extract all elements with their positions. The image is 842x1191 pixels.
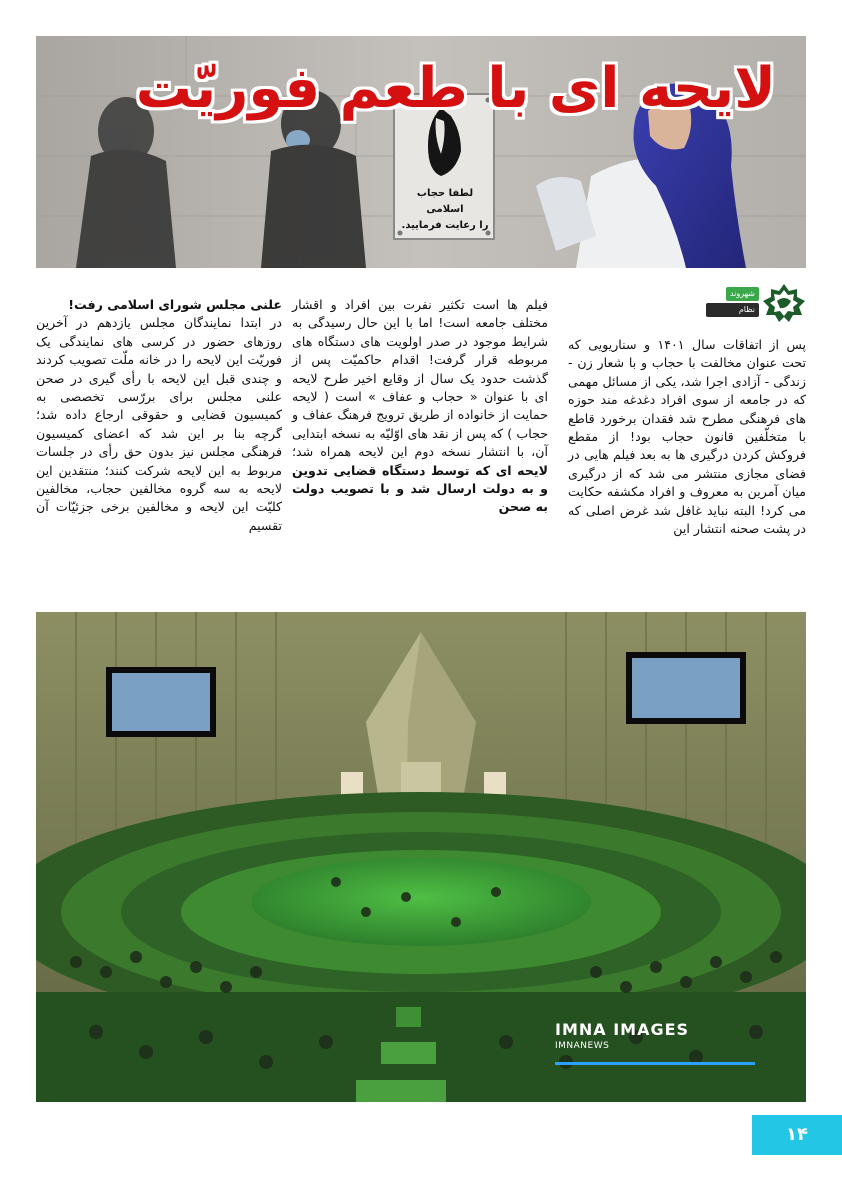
column-3-heading: علنی مجلس شورای اسلامی رفت! [68, 297, 282, 312]
hero-image [36, 36, 806, 268]
parliament-illustration [36, 612, 806, 1102]
article-column-2 [292, 296, 548, 517]
watermark-site: IMNANEWS [555, 1041, 610, 1051]
sign-text [397, 186, 493, 234]
photo-watermark [555, 1020, 689, 1051]
column-1-text: پس از اتفاقات سال ۱۴۰۱ و سناریویی که تحت عنوان مخالفت با حجاب و با شعار زن - زندگی - آزادی اجرا شد، یکی از مسائل مهمی که در جامعه از سوی افراد دغدغه مند حوزه های فرهنگی مطرح شد فقدان برخورد قاطع با متخلّفین قانون حجاب بود! از مقطع فروکش کردن درگیری ها به بعد فیلم هایی در فضای مجازی منتشر می شد که از درگیری میان آمرین به معروف و افراد مکشفه حکایت می کرد! البته نباید غافل شد غرض اصلی که در پشت صحنه انتشار این [568, 337, 807, 537]
badge-label-bottom: نظام اطلاعات ۹۸ [706, 303, 759, 317]
hero-title: لایحه ای با طعم فوریّت [135, 56, 776, 121]
section-badge [706, 283, 806, 328]
badge-label-top: شهروند [726, 287, 759, 301]
sign-line-2: را رعایت فرمایید. [401, 220, 489, 231]
article-column-1 [568, 336, 806, 538]
column-2-bold-text: لایحه ای که توسط دستگاه قضایی تدوین و به دولت ارسال شد و با تصویب دولت به صحن [292, 462, 548, 515]
column-2-text: فیلم ها است تکثیر نفرت بین افراد و اقشار مختلف جامعه است! اما با این حال رسیدگی به شرایط موجود در صدر اولویت های دستگاه های مربوطه قرار گرفت! اقدام حاکمیّت پس از گذشت حدود یک سال از وقایع اخیر طرح لایحه ای با عنوان « حجاب و عفاف » است ( لایحه حمایت از خانواده از طریق ترویج فرهنگ عفاف و حجاب ) که پس از نقد های اوّلیّه به نسخه ابتدایی آن، با انتشار نسخه دوم این لایحه همراه شد؛ [292, 297, 548, 460]
sign-line-1: لطفا حجاب اسلامی [416, 188, 474, 215]
article-column-3 [36, 296, 282, 535]
watermark-underline [555, 1062, 755, 1065]
magazine-logo-icon [762, 283, 806, 323]
parliament-photo [36, 612, 806, 1102]
page-number: ۱۴ [752, 1115, 842, 1155]
column-3-text: در ابتدا نمایندگان مجلس یازدهم در آخرین روزهای حضور در کرسی های نمایندگی یک فوریّت این لایحه را در خانه ملّت تصویب کردند و چندی قبل این لایحه با رأی گیری در صحن علنی مجلس برای بررّسی تخصصی به کمیسیون قضایی و حقوقی ارجاع داده شد؛ گرچه بنا بر این شد که اعضای کمیسیون فرهنگی مجلس نیز بدون حق رأی در جلسات مربوط به این لایحه شرکت کنند؛ منتقدین این لایحه به سه گروه مخالفین حجاب، مخالفین کلیّت این لایحه و مخالفین برخی جزئیّات آن تقسیم [36, 315, 282, 533]
watermark-logo: IMNA IMAGES [555, 1020, 690, 1039]
